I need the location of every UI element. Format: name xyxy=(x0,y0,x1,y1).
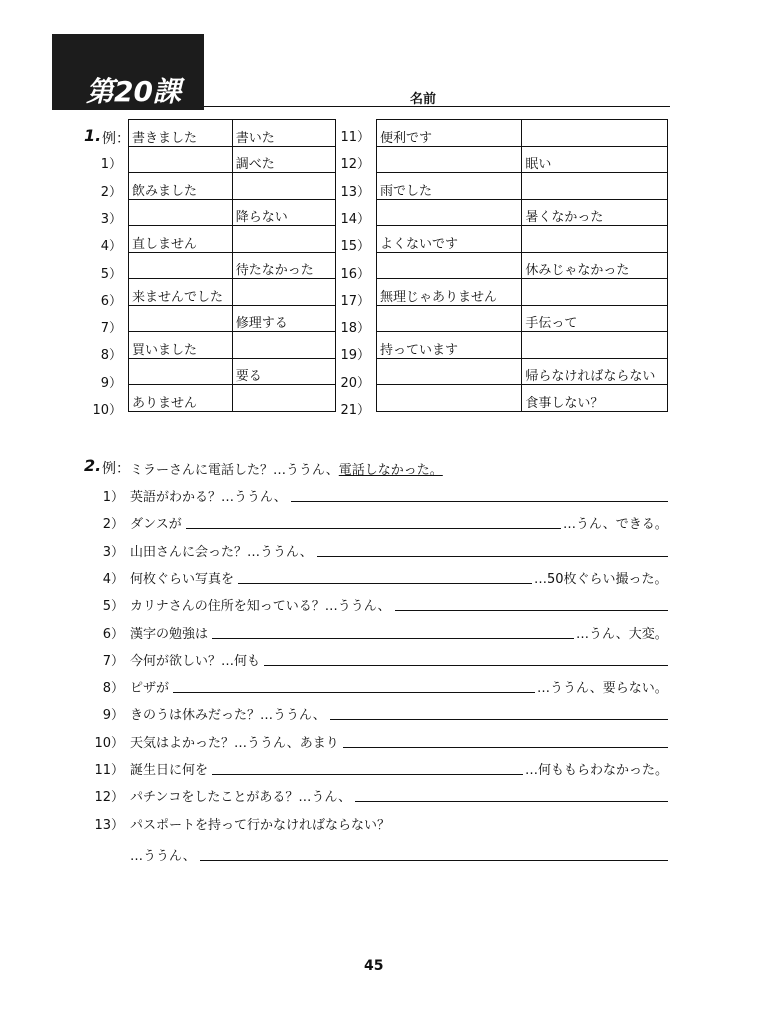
answer-line[interactable] xyxy=(186,528,561,529)
answer-line[interactable] xyxy=(173,692,535,693)
question-item xyxy=(84,650,260,669)
row-number: 14） xyxy=(340,211,370,227)
masu-form-cell[interactable] xyxy=(377,199,522,226)
question-number: 10） xyxy=(94,735,124,751)
row-number: 6） xyxy=(100,293,122,309)
plain-form-cell[interactable] xyxy=(232,385,335,412)
plain-form-cell: 手伝って xyxy=(522,305,668,332)
conjugation-row xyxy=(129,332,336,359)
row-number: 10） xyxy=(92,403,122,418)
row-number: 20） xyxy=(340,375,370,391)
answer-line[interactable] xyxy=(212,774,523,775)
plain-form-cell: 帰らなければならない xyxy=(522,358,668,385)
plain-form-cell: 休みじゃなかった xyxy=(522,252,668,279)
masu-form-cell: 書きました xyxy=(129,120,233,147)
example-question: ミラーさんに電話した？…ううん、 xyxy=(130,463,339,478)
masu-form-cell: 来ませんでした xyxy=(129,279,233,306)
masu-form-cell: 飲みました xyxy=(129,173,233,200)
continuation-text: …ううん、 xyxy=(130,848,196,864)
plain-form-cell: 書いた xyxy=(232,120,335,147)
question-followup: …ううん、要らない。 xyxy=(537,681,668,697)
masu-form-cell[interactable] xyxy=(377,146,522,173)
answer-line[interactable] xyxy=(355,801,668,802)
conjugation-row xyxy=(129,120,336,147)
section2-example-label: 例： xyxy=(102,461,130,477)
section1-example-label: 例： xyxy=(102,131,130,147)
row-number: 3） xyxy=(100,211,122,227)
question-text: 何枚ぐらい写真を xyxy=(130,571,235,587)
plain-form-cell: 修理する xyxy=(232,305,335,332)
question-number: 9） xyxy=(102,708,124,724)
masu-form-cell: 便利です xyxy=(377,120,522,147)
answer-line[interactable] xyxy=(395,610,668,611)
question-text: きのうは休みだった？…ううん、 xyxy=(130,708,326,724)
question-item xyxy=(84,541,313,560)
question-number: 7） xyxy=(102,653,124,669)
question-number: 13） xyxy=(94,817,124,833)
question-number: 1） xyxy=(102,490,124,505)
answer-line[interactable] xyxy=(264,665,668,666)
masu-form-cell: 直しません xyxy=(129,226,233,253)
plain-form-cell: 降らない xyxy=(232,199,335,226)
conjugation-row xyxy=(377,173,668,200)
masu-form-cell: ありません xyxy=(129,385,233,412)
plain-form-cell[interactable] xyxy=(522,279,668,306)
plain-form-cell[interactable] xyxy=(232,279,335,306)
conjugation-row xyxy=(377,279,668,306)
masu-form-cell: 無理じゃありません xyxy=(377,279,522,306)
conjugation-row xyxy=(129,146,336,173)
conjugation-row xyxy=(129,279,336,306)
plain-form-cell[interactable] xyxy=(522,226,668,253)
question-number: 5） xyxy=(102,599,124,615)
question-followup: …50枚ぐらい撮った。 xyxy=(534,571,668,587)
answer-line[interactable] xyxy=(317,556,668,557)
answer-line[interactable] xyxy=(200,860,668,861)
conjugation-row xyxy=(377,146,668,173)
conjugation-table-left xyxy=(128,119,336,412)
question-item xyxy=(84,759,208,778)
conjugation-row xyxy=(377,305,668,332)
question-text: ピザが xyxy=(130,681,170,697)
answer-line[interactable] xyxy=(330,719,668,720)
plain-form-cell: 要る xyxy=(232,358,335,385)
conjugation-row xyxy=(377,226,668,253)
plain-form-cell: 眠い xyxy=(522,146,668,173)
masu-form-cell[interactable] xyxy=(129,305,233,332)
example-answer: 電話しなかった。 xyxy=(338,463,443,478)
plain-form-cell: 食事しない？ xyxy=(522,385,668,412)
question-text: 今何が欲しい？…何も xyxy=(130,653,261,669)
row-number: 7） xyxy=(100,321,122,337)
row-number: 11） xyxy=(340,130,370,145)
answer-line[interactable] xyxy=(343,747,668,748)
masu-form-cell[interactable] xyxy=(129,252,233,279)
plain-form-cell[interactable] xyxy=(232,332,335,359)
plain-form-cell[interactable] xyxy=(522,120,668,147)
conjugation-table-right xyxy=(376,119,668,412)
name-label: 名前 xyxy=(410,92,437,107)
answer-line[interactable] xyxy=(291,501,668,502)
question-number: 4） xyxy=(102,571,124,587)
section1-number: 1. xyxy=(84,126,102,145)
question-item xyxy=(84,677,169,696)
question-followup: …うん、できる。 xyxy=(563,517,668,533)
question-text: 漢字の勉強は xyxy=(130,626,209,642)
masu-form-cell[interactable] xyxy=(377,385,522,412)
question-number: 8） xyxy=(102,681,124,697)
conjugation-row xyxy=(377,358,668,385)
question-text: カリナさんの住所を知っている？…ううん、 xyxy=(130,599,391,615)
masu-form-cell[interactable] xyxy=(129,146,233,173)
plain-form-cell[interactable] xyxy=(232,226,335,253)
question-text: 誕生日に何を xyxy=(130,763,209,778)
plain-form-cell[interactable] xyxy=(522,173,668,200)
row-number: 9） xyxy=(100,375,122,391)
question-item xyxy=(84,704,326,723)
row-number: 15） xyxy=(340,239,370,255)
answer-line[interactable] xyxy=(212,638,574,639)
name-line xyxy=(204,106,670,107)
section2-example xyxy=(130,459,443,478)
plain-form-cell: 暑くなかった xyxy=(522,199,668,226)
question-item xyxy=(84,513,182,532)
masu-form-cell: 雨でした xyxy=(377,173,522,200)
question-text: 山田さんに会った？…ううん、 xyxy=(130,544,313,560)
question-item xyxy=(84,623,208,642)
row-number: 16） xyxy=(340,266,370,282)
conjugation-row xyxy=(129,305,336,332)
lesson-title: 第20課 xyxy=(86,75,181,108)
page-number: 45 xyxy=(364,958,384,974)
masu-form-cell[interactable] xyxy=(377,252,522,279)
row-number: 2） xyxy=(100,184,122,200)
row-number: 1） xyxy=(100,157,122,173)
question-text: 天気はよかった？…ううん、あまり xyxy=(130,735,339,751)
conjugation-row xyxy=(377,252,668,279)
question-number: 2） xyxy=(102,517,124,533)
question-item xyxy=(84,814,390,833)
question-text: 英語がわかる？…ううん、 xyxy=(130,490,287,505)
masu-form-cell: 買いました xyxy=(129,332,233,359)
conjugation-row xyxy=(129,199,336,226)
masu-form-cell[interactable] xyxy=(129,358,233,385)
answer-line[interactable] xyxy=(238,583,532,584)
row-number: 4） xyxy=(100,239,122,255)
question-number: 12） xyxy=(94,790,124,806)
question-number: 6） xyxy=(102,626,124,642)
conjugation-row xyxy=(129,226,336,253)
row-number: 12） xyxy=(340,157,370,173)
masu-form-cell[interactable] xyxy=(129,199,233,226)
plain-form-cell: 調べた xyxy=(232,146,335,173)
row-number: 13） xyxy=(340,184,370,200)
row-number: 17） xyxy=(340,293,370,309)
masu-form-cell: 持っています xyxy=(377,332,522,359)
masu-form-cell: よくないです xyxy=(377,226,522,253)
question-text: パスポートを持って行かなければならない？ xyxy=(130,817,391,833)
conjugation-row xyxy=(129,252,336,279)
conjugation-row xyxy=(377,332,668,359)
question-followup: …何ももらわなかった。 xyxy=(525,763,669,778)
row-number: 21） xyxy=(340,403,370,418)
conjugation-row xyxy=(129,385,336,412)
plain-form-cell: 待たなかった xyxy=(232,252,335,279)
question-item xyxy=(84,595,391,614)
question-number: 11） xyxy=(94,763,124,778)
conjugation-row xyxy=(129,173,336,200)
row-number: 8） xyxy=(100,348,122,364)
section2-number: 2. xyxy=(84,456,102,475)
conjugation-row xyxy=(129,358,336,385)
row-number: 5） xyxy=(100,266,122,282)
conjugation-row xyxy=(377,199,668,226)
question-text: ダンスが xyxy=(130,517,182,533)
row-number: 18） xyxy=(340,321,370,337)
conjugation-row xyxy=(377,120,668,147)
question-item xyxy=(84,786,351,805)
plain-form-cell[interactable] xyxy=(232,173,335,200)
masu-form-cell[interactable] xyxy=(377,358,522,385)
question-item xyxy=(84,732,339,751)
masu-form-cell[interactable] xyxy=(377,305,522,332)
question-item xyxy=(84,568,234,587)
question-number: 3） xyxy=(102,544,124,560)
plain-form-cell[interactable] xyxy=(522,332,668,359)
question-followup: …うん、大変。 xyxy=(576,626,668,642)
row-number: 19） xyxy=(340,348,370,364)
question-item xyxy=(84,486,287,505)
conjugation-row xyxy=(377,385,668,412)
question-text: パチンコをしたことがある？…うん、 xyxy=(130,790,352,806)
